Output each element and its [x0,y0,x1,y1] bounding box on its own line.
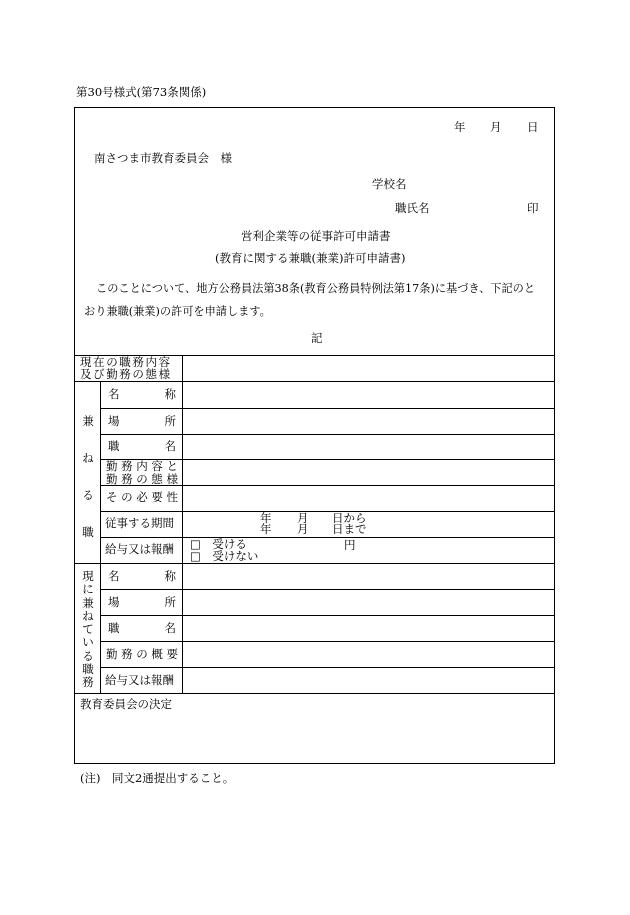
period-to-month: 月 [297,522,309,536]
date-year: 年 [454,120,466,134]
form-frame [74,107,555,764]
existing-char: ね [82,608,94,623]
existing-char: 現 [82,569,94,583]
existing-char: る [82,648,94,663]
footnote: (注) 同文2通提出すること。 [80,771,235,785]
pay-not-receive-checkbox[interactable]: □ 受けない [190,549,259,563]
existing-char: て [82,622,94,637]
current-duty-text-line2: 及び勤務の態様 [80,367,172,381]
existing-char: に [82,582,94,597]
row-line [74,563,555,564]
period-from-year: 年 [260,511,272,525]
existing-place-label: 場所 [108,595,176,609]
row-line [100,537,555,538]
period-to-year: 年 [260,522,272,536]
body-text-line1: このことについて、地方公務員法第38条(教育公務員特例法第17条)に基づき、下記のと [96,282,536,295]
existing-overview-label: 勤務の概要 [106,647,178,661]
row-line [100,589,555,590]
concurrent-necessity-label: その必要性 [106,490,178,504]
addressee: 南さつま市教育委員会 様 [94,151,232,165]
seal-label: 印 [527,201,539,215]
concurrent-period-label: 従事する期間 [105,516,174,530]
existing-name-label: 名称 [108,569,176,583]
current-duty-label-2 [80,369,172,381]
concurrent-position-label: 職名 [108,439,176,453]
existing-char: い [82,635,94,650]
date-day: 日 [527,120,539,134]
row-line [100,511,555,512]
title-main: 営利企業等の従事許可申請書 [241,229,391,243]
concurrent-char: ね [82,451,94,465]
row-line [100,667,555,668]
concurrent-content-label: 勤務内容と 勤務の態様 [106,459,178,486]
period-from-month: 月 [297,511,309,525]
date-month: 月 [490,120,502,134]
name-label: 職氏名 [395,201,430,215]
yen-label: 円 [344,538,356,552]
row-line [74,693,555,694]
board-decision-label: 教育委員会の決定 [80,697,172,711]
concurrent-name-label: 名称 [108,387,176,401]
existing-char: 務 [82,675,94,690]
concurrent-char: る [82,488,94,502]
existing-char: 兼 [82,595,94,610]
concurrent-place-label: 場所 [108,414,176,428]
existing-position-label: 職名 [108,621,176,635]
row-line [100,408,555,409]
pay-receive-checkbox[interactable]: □ 受ける [190,537,247,551]
row-line [100,615,555,616]
existing-group-label [80,570,96,690]
period-to-day: 日まで [332,522,367,536]
label-column-line [182,355,183,693]
existing-char: 職 [82,662,94,677]
group-column-line [100,381,101,693]
ki-label: 記 [311,331,323,345]
body-text-line2: おり兼職(兼業)の許可を申請します。 [84,305,271,318]
concurrent-group-label [80,413,96,540]
title-sub: (教育に関する兼職(兼業)許可申請書) [215,251,406,265]
form-number: 第30号様式(第73条関係) [76,85,207,99]
concurrent-pay-label: 給与又は報酬 [105,542,174,556]
school-label: 学校名 [372,177,407,191]
row-line [100,434,555,435]
period-from-day: 日から [332,511,367,525]
existing-pay-label: 給与又は報酬 [105,673,174,687]
row-line [74,381,555,382]
row-line [100,641,555,642]
concurrent-char: 兼 [82,414,94,428]
current-duty-text-line1: 現在の職務内容 [80,355,172,369]
concurrent-char: 職 [82,525,94,539]
